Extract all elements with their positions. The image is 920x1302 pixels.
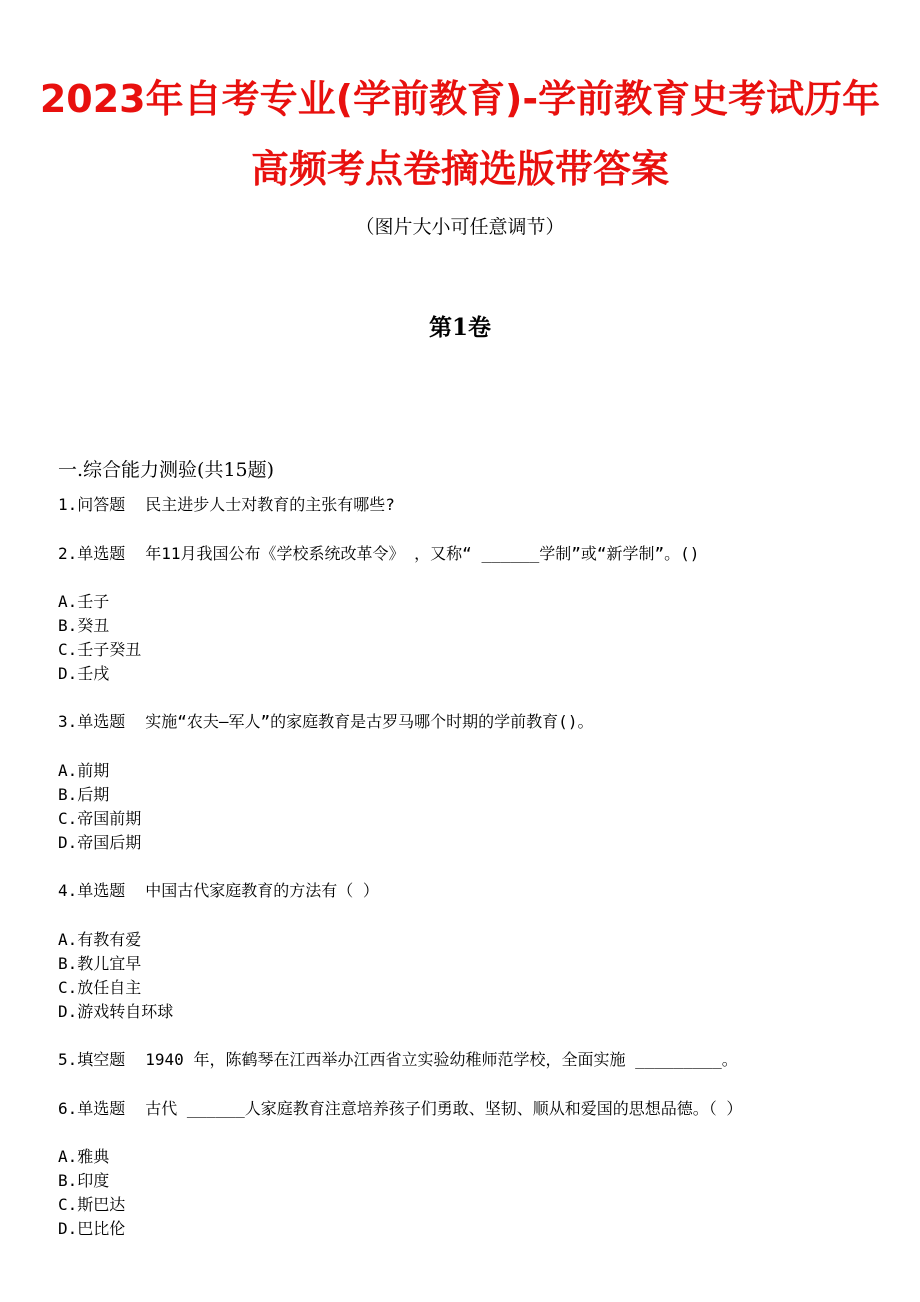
- document-title-line-2: 高频考点卷摘选版带答案: [250, 147, 669, 191]
- question-number: 4.: [58, 881, 78, 900]
- question-text: 古代 ______人家庭教育注意培养孩子们勇敢、坚韧、顺从和爱国的思想品德。（ ）: [145, 1099, 743, 1118]
- option-b: B.印度: [58, 1171, 110, 1190]
- question-number: 3.: [58, 712, 78, 731]
- option-c: C.壬子癸丑: [58, 640, 142, 659]
- question-number: 2.: [58, 544, 78, 563]
- question-text: 中国古代家庭教育的方法有（ ）: [145, 881, 379, 900]
- option-c: C.帝国前期: [58, 809, 142, 828]
- option-a: A.有教有爱: [58, 930, 142, 949]
- question-type: 单选题: [77, 1099, 126, 1118]
- question-5: [58, 1047, 738, 1070]
- question-type: 单选题: [77, 712, 126, 731]
- question-6: [58, 1096, 742, 1119]
- option-d: D.巴比伦: [58, 1219, 126, 1238]
- question-2: [58, 541, 699, 564]
- option-d: D.游戏转自环球: [58, 1002, 174, 1021]
- option-a: A.壬子: [58, 592, 110, 611]
- option-b: B.癸丑: [58, 616, 110, 635]
- option-b: B.后期: [58, 785, 110, 804]
- question-number: 5.: [58, 1050, 78, 1069]
- question-number: 1.: [58, 495, 78, 514]
- question-4: [58, 878, 379, 901]
- subtitle: （图片大小可任意调节）: [355, 216, 565, 238]
- document-title-line-1: 2023年自考专业(学前教育)-学前教育史考试历年: [39, 77, 881, 121]
- question-text: 实施“农夫—军人”的家庭教育是古罗马哪个时期的学前教育()。: [145, 712, 594, 731]
- option-d: D.壬戌: [58, 664, 110, 683]
- volume-heading: 第1卷: [428, 314, 491, 341]
- question-text: 1940 年，陈鹤琴在江西举办江西省立实验幼稚师范学校，全面实施 _________。: [145, 1050, 738, 1069]
- section-heading: 一.综合能力测验(共15题): [58, 459, 275, 481]
- question-text: 年11月我国公布《学校系统改革令》 ，又称“ ______学制”或“新学制”。(): [145, 544, 700, 563]
- question-type: 单选题: [77, 881, 126, 900]
- option-b: B.教儿宜早: [58, 954, 142, 973]
- question-number: 6.: [58, 1099, 78, 1118]
- question-type: 问答题: [77, 495, 126, 514]
- question-3: [58, 709, 593, 732]
- question-type: 单选题: [77, 544, 126, 563]
- option-a: A.雅典: [58, 1147, 110, 1166]
- option-c: C.放任自主: [58, 978, 142, 997]
- question-1: [58, 492, 395, 515]
- option-c: C.斯巴达: [58, 1195, 126, 1214]
- option-a: A.前期: [58, 761, 110, 780]
- question-text: 民主进步人士对教育的主张有哪些?: [145, 495, 395, 514]
- question-type: 填空题: [77, 1050, 126, 1069]
- option-d: D.帝国后期: [58, 833, 142, 852]
